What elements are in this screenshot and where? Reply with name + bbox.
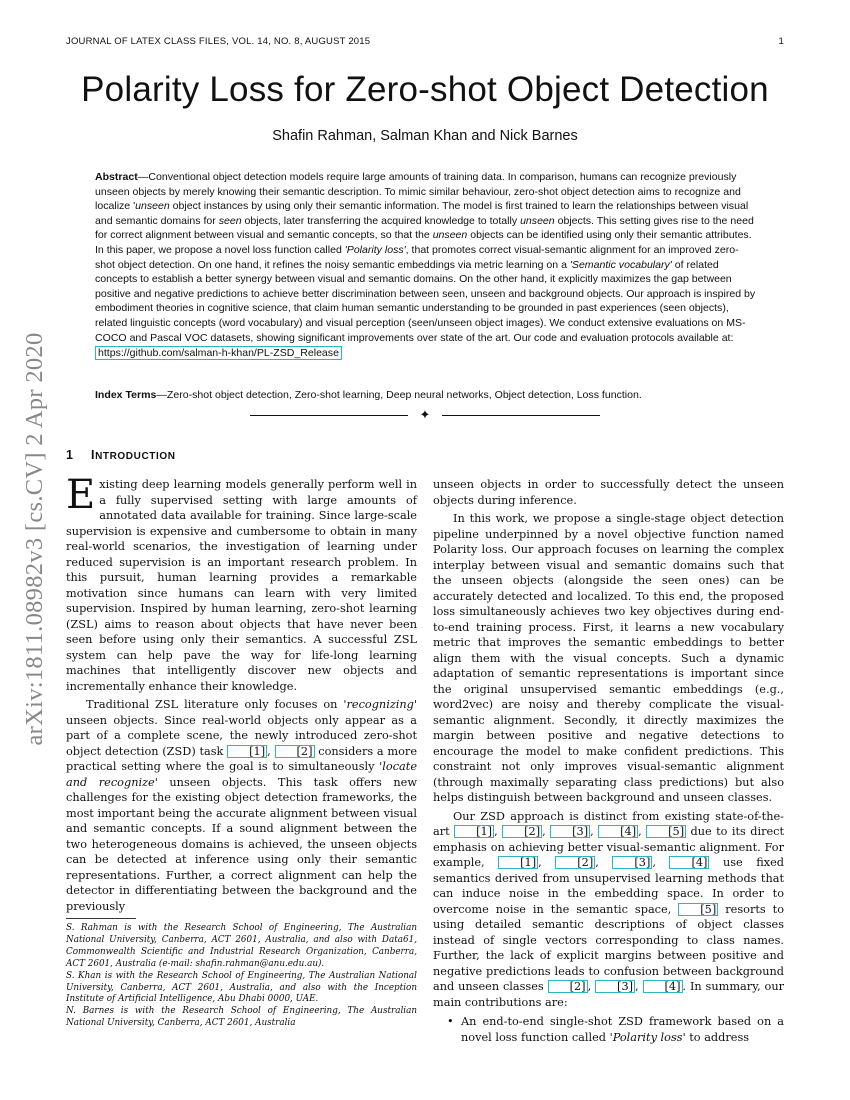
bullet-icon: •	[447, 1015, 454, 1028]
footnote: N. Barnes is with the Research School of Engineering, The Australian National University, Canberra, ACT 2601, Australia	[66, 1006, 417, 1029]
author-list: Shafin Rahman, Salman Khan and Nick Barnes	[272, 128, 578, 144]
abstract-emphasis: 'Semantic vocabulary'	[569, 258, 672, 271]
citation-link[interactable]: [5]	[646, 825, 686, 838]
paragraph-text: ,	[595, 856, 613, 869]
paragraph-emphasis: Polarity loss	[612, 1030, 683, 1044]
paragraph-text: due to its direct emphasis on achieving better visual-semantic alignment. For example,	[433, 825, 785, 869]
citation-link[interactable]: [2]	[555, 856, 595, 869]
citation-link[interactable]: [1]	[498, 856, 538, 869]
divider-diamond-icon: ✦	[419, 408, 431, 423]
paragraph-emphasis: recognizing	[346, 698, 414, 711]
paragraph-text: xisting deep learning models generally perform well in a fully supervised setting with large amounts of annotated data available for training. Since large-scale supervision is expensive and cumbersome to obtain in many real-world scenarios, the investigation of learning under reduced supervision is an important research problem. In this pursuit, human learning provides a remarkable motivation since humans can learn with very limited supervision. Inspired by human learning, zero-shot learning (ZSL) aims to reason about objects that have never been seen before using only their semantics. A successful ZSL system can help pave the way for life-long learning machines that intelligently discover new objects and incrementally enhance their knowledge.	[66, 478, 417, 693]
intro-paragraph-5	[433, 809, 784, 1011]
paragraph-emphasis: locate and recognize	[66, 760, 417, 789]
journal-name: JOURNAL OF LATEX CLASS FILES, VOL. 14, NO. 8, AUGUST 2015	[66, 36, 371, 47]
citation-link[interactable]: [3]	[595, 980, 635, 993]
index-terms-text: —Zero-shot object detection, Zero-shot learning, Deep neural networks, Object detection, Loss function.	[156, 389, 642, 401]
code-repository-link[interactable]: https://github.com/salman-h-khan/PL-ZSD_Release	[95, 346, 342, 360]
intro-paragraph-3: unseen objects in order to successfully detect the unseen objects during inference.	[433, 478, 784, 507]
citation-link[interactable]: [2]	[548, 980, 588, 993]
footnote: S. Khan is with the Research School of Engineering, The Australian National University, Canberra, ACT 2601, Australia, and also with the Inception Institute of Artificial Intelligence, Abu Dhabi 0000, UAE.	[66, 970, 417, 1005]
abstract-emphasis: 'Polarity loss'	[344, 243, 406, 256]
paper-title: Polarity Loss for Zero-shot Object Detection	[81, 70, 769, 109]
intro-paragraph-2	[66, 697, 417, 914]
drop-cap: E	[66, 472, 96, 518]
paragraph-text: ,	[538, 856, 556, 869]
paragraph-text: ' unseen objects. This task offers new challenges for the existing object detection frameworks, the most important being the accurate alignment between visual and semantic concepts. If a sound alignment between the two heterogeneous domains is achieved, the unseen objects can be detected at inference using only their semantic representations. Further, a correct alignment can help the detector in differentiating between the background and the previously	[66, 775, 417, 913]
paragraph-text: . In summary, our main contributions are:	[433, 980, 784, 1009]
citation-link[interactable]: [3]	[550, 825, 590, 838]
citation-link[interactable]: [4]	[598, 825, 638, 838]
footnote-rule	[66, 918, 136, 919]
abstract-text: , that promotes correct visual-semantic alignment for an improved zero-shot object detection. On one hand, it refines the noisy semantic embeddings via metric learning on a	[95, 243, 739, 271]
citation-link[interactable]: [4]	[643, 980, 683, 993]
paragraph-text: ,	[652, 856, 670, 869]
section-number: 1	[66, 448, 74, 462]
intro-paragraph-4: In this work, we propose a single-stage object detection pipeline underpinned by a novel objective function named Polarity loss. Our approach focuses on learning the complex interplay between visual and semantic domains such that the unseen objects (alongside the seen ones) can be accurately detected and localized. To this end, the proposed loss simultaneously achieves two key objectives during end-to-end training process. First, it learns a new vocabulary metric that improves the semantic embeddings to better align them with the visual concepts. Such a dynamic adaptation of semantic representations is important since the original unsupervised semantic embeddings (e.g., word2vec) are noisy and thereby complicate the visual-semantic alignment. Secondly, it directly maximizes the margin between positive and negative detections to encourage the model to make confident predictions. This constraint not only improves visual-semantic alignment (through maximally separating class predictions) but also helps distinguish between background and unseen classes.	[433, 512, 784, 804]
abstract-text: —Conventional object detection models require large amounts of training data. In comparison, humans can recognize previously unseen objects by merely knowing their semantic description. To mimic similar behaviour, zero-shot object detection aims to recognize and localize '	[95, 171, 741, 213]
citation-link[interactable]: [1]	[454, 825, 494, 838]
paragraph-text: resorts to using detailed semantic descriptions of object classes instead of single vectors corresponding to class names. Further, the lack of explicit margins between positive and negative predictions leads to confusion between background and unseen classes	[433, 902, 784, 993]
abstract-emphasis: unseen	[432, 229, 468, 242]
paragraph-text: Traditional ZSL literature only focuses on '	[86, 698, 347, 711]
citation-link[interactable]: [4]	[669, 856, 709, 869]
abstract-text: objects, later transferring the acquired knowledge to totally	[241, 214, 521, 227]
running-header	[66, 36, 784, 50]
contribution-bullet	[433, 1014, 784, 1045]
right-column	[433, 477, 784, 1045]
paragraph-text: considers a more practical setting where the goal is to simultaneously '	[66, 744, 418, 773]
index-terms	[95, 388, 757, 402]
paragraph-text: ,	[635, 980, 643, 993]
paragraph-text: ' unseen objects. Since real-world objects only appear as a part of a complete scene, the newly introduced zero-shot object detection (ZSD) task	[66, 698, 417, 758]
abstract-text: objects. This setting gives rise to the need for correct alignment between visual and semantic concepts, so that the	[95, 214, 754, 242]
paragraph-text: ,	[590, 825, 599, 838]
abstract-emphasis: unseen	[520, 214, 555, 227]
citation-link[interactable]: [2]	[275, 745, 315, 758]
abstract-emphasis: unseen	[135, 200, 170, 213]
footnote: S. Rahman is with the Research School of Engineering, The Australian National University, Canberra, ACT 2601, Australia, and also with Data61, Commonwealth Scientific and Industrial Research Organization, Canberra, ACT 2601, Australia (e-mail: shafin.rahman@anu.edu.au).	[66, 923, 417, 969]
section-initial: I	[91, 448, 96, 462]
arxiv-identifier: arXiv:1811.08982v3 [cs.CV] 2 Apr 2020	[21, 332, 48, 746]
citation-link[interactable]: [5]	[678, 903, 718, 916]
divider-line-left	[250, 415, 408, 416]
citation-link[interactable]: [1]	[227, 745, 267, 758]
divider-line-right	[442, 415, 600, 416]
paragraph-text: An end-to-end single-shot ZSD framework based on a novel loss function called '	[461, 1015, 784, 1044]
abstract	[95, 170, 757, 361]
section-heading	[66, 448, 176, 462]
paragraph-text: ,	[542, 825, 551, 838]
abstract-text: object instances by using only their semantic information. The model is first trained to learn the relationships between visual and semantic domains for	[95, 200, 749, 227]
abstract-emphasis: seen	[218, 214, 242, 227]
left-column	[66, 472, 418, 914]
paragraph-text: ' to address	[682, 1030, 750, 1044]
intro-paragraph-1	[66, 472, 417, 694]
abstract-text: of related concepts to establish a better synergy between visual and semantic domains. On the other hand, it explicitly maximizes the gap between positive and negative predictions to achieve better discrimination between seen, unseen and background objects. Our approach is inspired by embodiment theories in cognitive science, that claim human semantic understanding to be grounded in past experiences (seen objects), related linguistic concepts (word vocabulary) and visual perception (seen/unseen object images). We conduct extensive evaluations on MS-COCO and Pascal VOC datasets, showing significant improvements over state of the art. Our code and evaluation protocols available at:	[95, 258, 756, 344]
paragraph-text: Our ZSD approach is distinct from existing state-of-the-art	[433, 809, 784, 838]
section-title-rest: NTRODUCTION	[95, 451, 176, 462]
citation-link[interactable]: [3]	[612, 856, 652, 869]
section-divider	[250, 409, 600, 423]
abstract-text: objects can be identified using only their semantic attributes. In this paper, we propose a novel loss function called	[95, 229, 752, 256]
index-terms-label: Index Terms	[95, 389, 157, 401]
page-number: 1	[778, 36, 784, 47]
footnotes	[66, 923, 417, 1030]
abstract-label: Abstract	[95, 171, 138, 183]
paragraph-text: ,	[494, 825, 503, 838]
paragraph-text: ,	[587, 980, 596, 993]
arxiv-sidebar	[14, 294, 56, 784]
paragraph-text: use fixed semantics derived from unsupervised learning methods that can induce noise in the embedding space. In order to overcome noise in the semantic space,	[433, 856, 785, 916]
citation-link[interactable]: [2]	[502, 825, 542, 838]
paragraph-text: ,	[267, 744, 275, 758]
paragraph-text: ,	[638, 825, 647, 838]
